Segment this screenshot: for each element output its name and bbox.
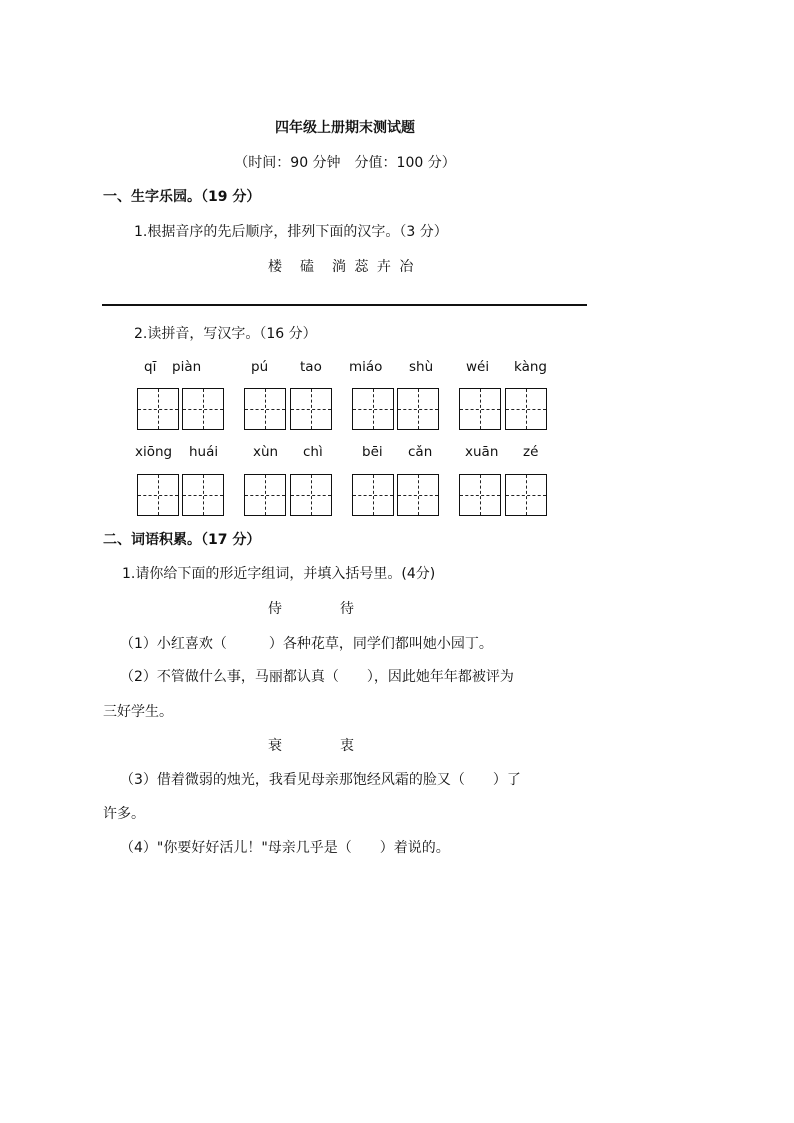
sentence-3: （3）借着微弱的烛光，我看见母亲那饱经风霜的脸又（ ）了 [120,772,521,788]
writing-grid-box[interactable] [459,474,501,516]
pinyin: huái [189,444,219,460]
writing-grid-box[interactable] [290,388,332,430]
sentence-1: （1）小红喜欢（ ）各种花草，同学们都叫她小园丁。 [120,636,493,652]
pinyin: kàng [514,359,547,375]
similar-char: 衷 [340,738,354,754]
sentence-2-continued: 三好学生。 [103,704,173,720]
writing-grid-box[interactable] [137,388,179,430]
pinyin: xuān [465,444,499,460]
sentence-2: （2）不管做什么事，马丽都认真（ ），因此她年年都被评为 [120,669,514,685]
similar-char: 衰 [268,738,282,754]
characters-to-order: 楼 磕 淌 蕊 卉 冶 [268,259,416,275]
pinyin: xùn [253,444,279,460]
pinyin: zé [523,444,539,460]
writing-grid-box[interactable] [182,388,224,430]
pinyin: chì [303,444,323,460]
writing-grid-box[interactable] [352,388,394,430]
pinyin: xiōng [135,444,173,460]
writing-grid-box[interactable] [137,474,179,516]
sentence-4: （4）"你要好好活儿！"母亲几乎是（ ）着说的。 [120,840,450,856]
writing-grid-box[interactable] [352,474,394,516]
pinyin: qī [144,359,157,375]
writing-grid-box[interactable] [459,388,501,430]
question-1-2-prompt: 2.读拼音，写汉字。（16 分） [134,326,317,342]
similar-char: 侍 [268,601,282,617]
section-2-heading: 二、词语积累。（17 分） [103,532,261,548]
writing-grid-box[interactable] [290,474,332,516]
pinyin: cǎn [408,444,433,460]
exam-info: （时间：90 分钟 分值：100 分） [234,155,456,171]
writing-grid-box[interactable] [397,388,439,430]
writing-grid-box[interactable] [182,474,224,516]
writing-grid-box[interactable] [244,474,286,516]
similar-char: 待 [340,601,354,617]
question-1-1-prompt: 1.根据音序的先后顺序，排列下面的汉字。（3 分） [134,224,448,240]
pinyin: pú [251,359,269,375]
pinyin: miáo [349,359,383,375]
writing-grid-box[interactable] [505,388,547,430]
pinyin: wéi [466,359,490,375]
answer-line[interactable] [102,304,587,306]
question-2-1-prompt: 1.请你给下面的形近字组词，并填入括号里。(4分) [122,566,436,582]
pinyin: bēi [362,444,383,460]
writing-grid-box[interactable] [244,388,286,430]
writing-grid-box[interactable] [505,474,547,516]
page-title: 四年级上册期末测试题 [275,120,415,136]
pinyin: tao [300,359,322,375]
pinyin: piàn [172,359,202,375]
writing-grid-box[interactable] [397,474,439,516]
sentence-3-continued: 许多。 [103,806,145,822]
section-1-heading: 一、生字乐园。（19 分） [103,189,261,205]
pinyin: shù [409,359,434,375]
